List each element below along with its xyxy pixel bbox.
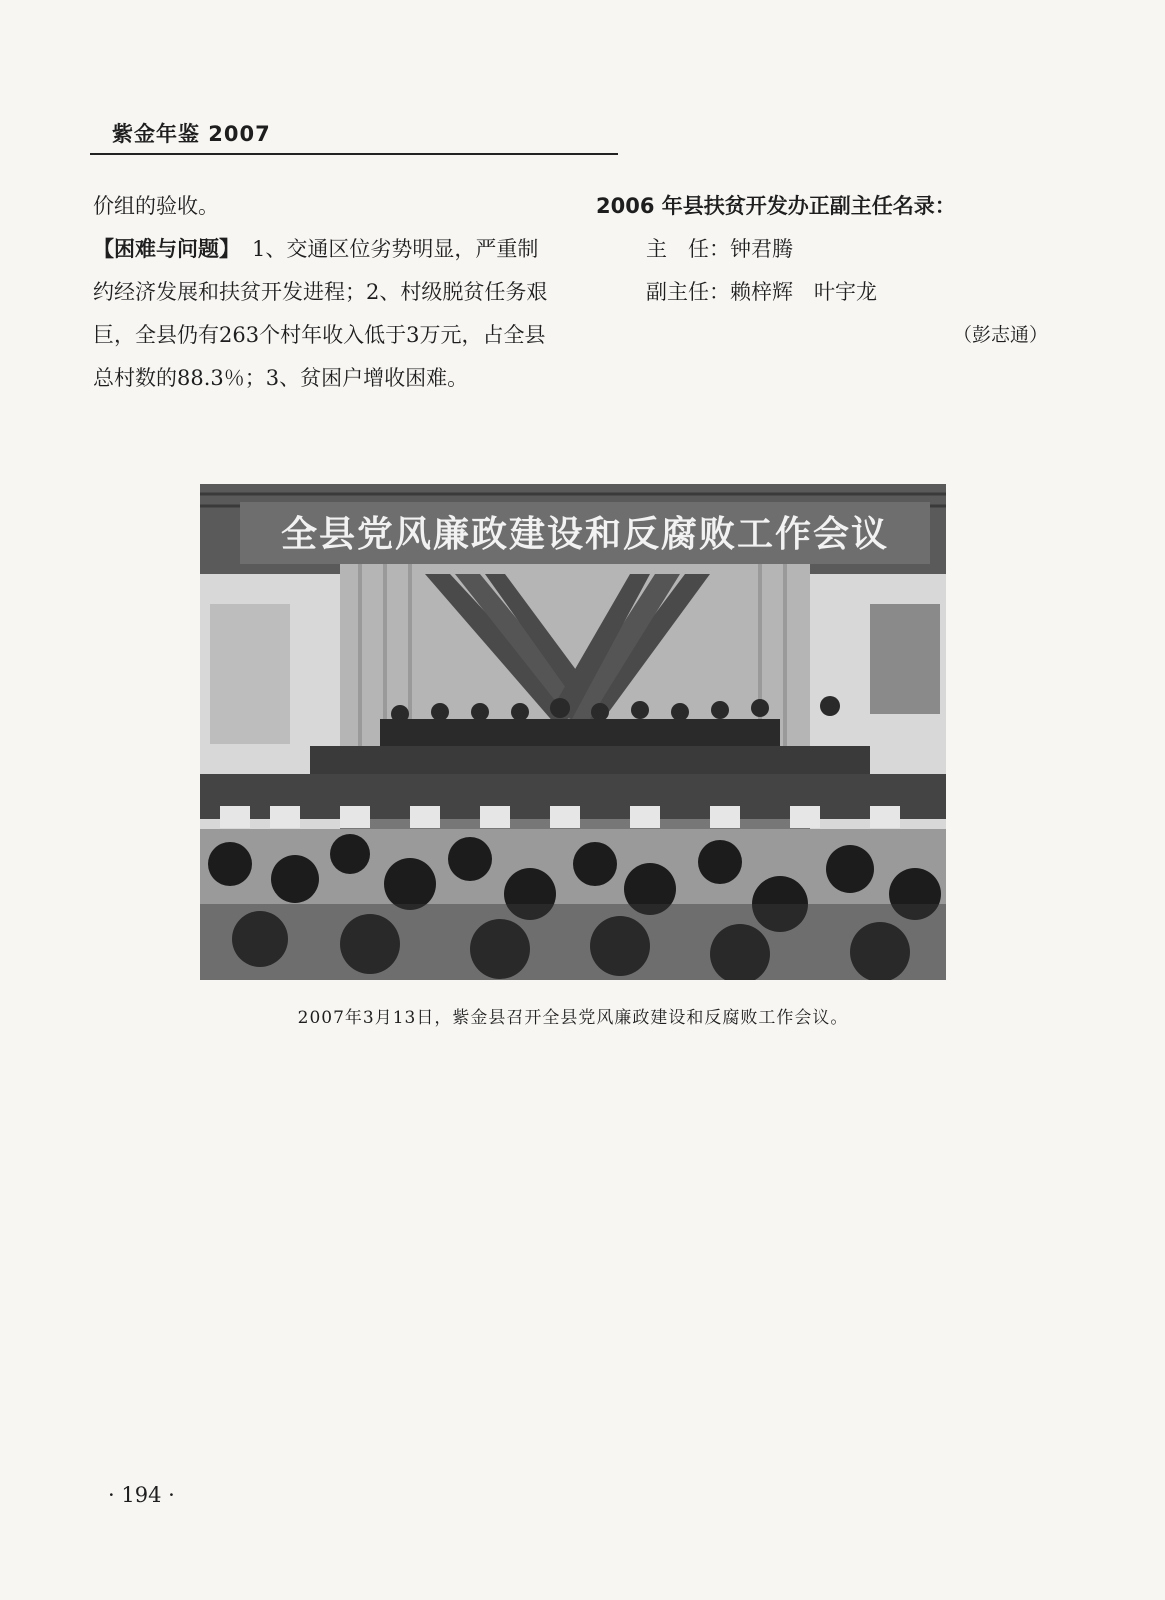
directory-title: 2006 年县扶贫开发办正副主任名录： — [596, 194, 956, 218]
deputy-row: 副主任：赖梓辉 叶宇龙 — [646, 280, 877, 304]
running-header: 紫金年鉴 2007 — [112, 122, 271, 146]
banner-text: 全县党风廉政建设和反腐败工作会议 — [280, 514, 890, 555]
difficulties-paragraph — [93, 228, 555, 400]
director-row: 主 任：钟君腾 — [646, 237, 793, 261]
header-rule — [90, 153, 618, 155]
photo-caption: 2007年3月13日，紫金县召开全县党风廉政建设和反腐败工作会议。 — [297, 1008, 849, 1028]
author-credit: （彭志通） — [952, 324, 1048, 346]
section-label: 【困难与问题】 — [93, 237, 240, 261]
left-column — [93, 185, 555, 400]
right-column — [596, 185, 1056, 357]
section-text: 1、交通区位劣势明显，严重制约经济发展和扶贫开发进程；2、村级脱贫任务艰巨，全县仍有263个村年收入低于3万元，占全县总村数的88.3％；3、贫困户增收困难。 — [93, 237, 548, 390]
paragraph-end: 价组的验收。 — [93, 194, 219, 218]
meeting-photo — [200, 484, 946, 980]
page-number: · 194 · — [108, 1483, 175, 1507]
